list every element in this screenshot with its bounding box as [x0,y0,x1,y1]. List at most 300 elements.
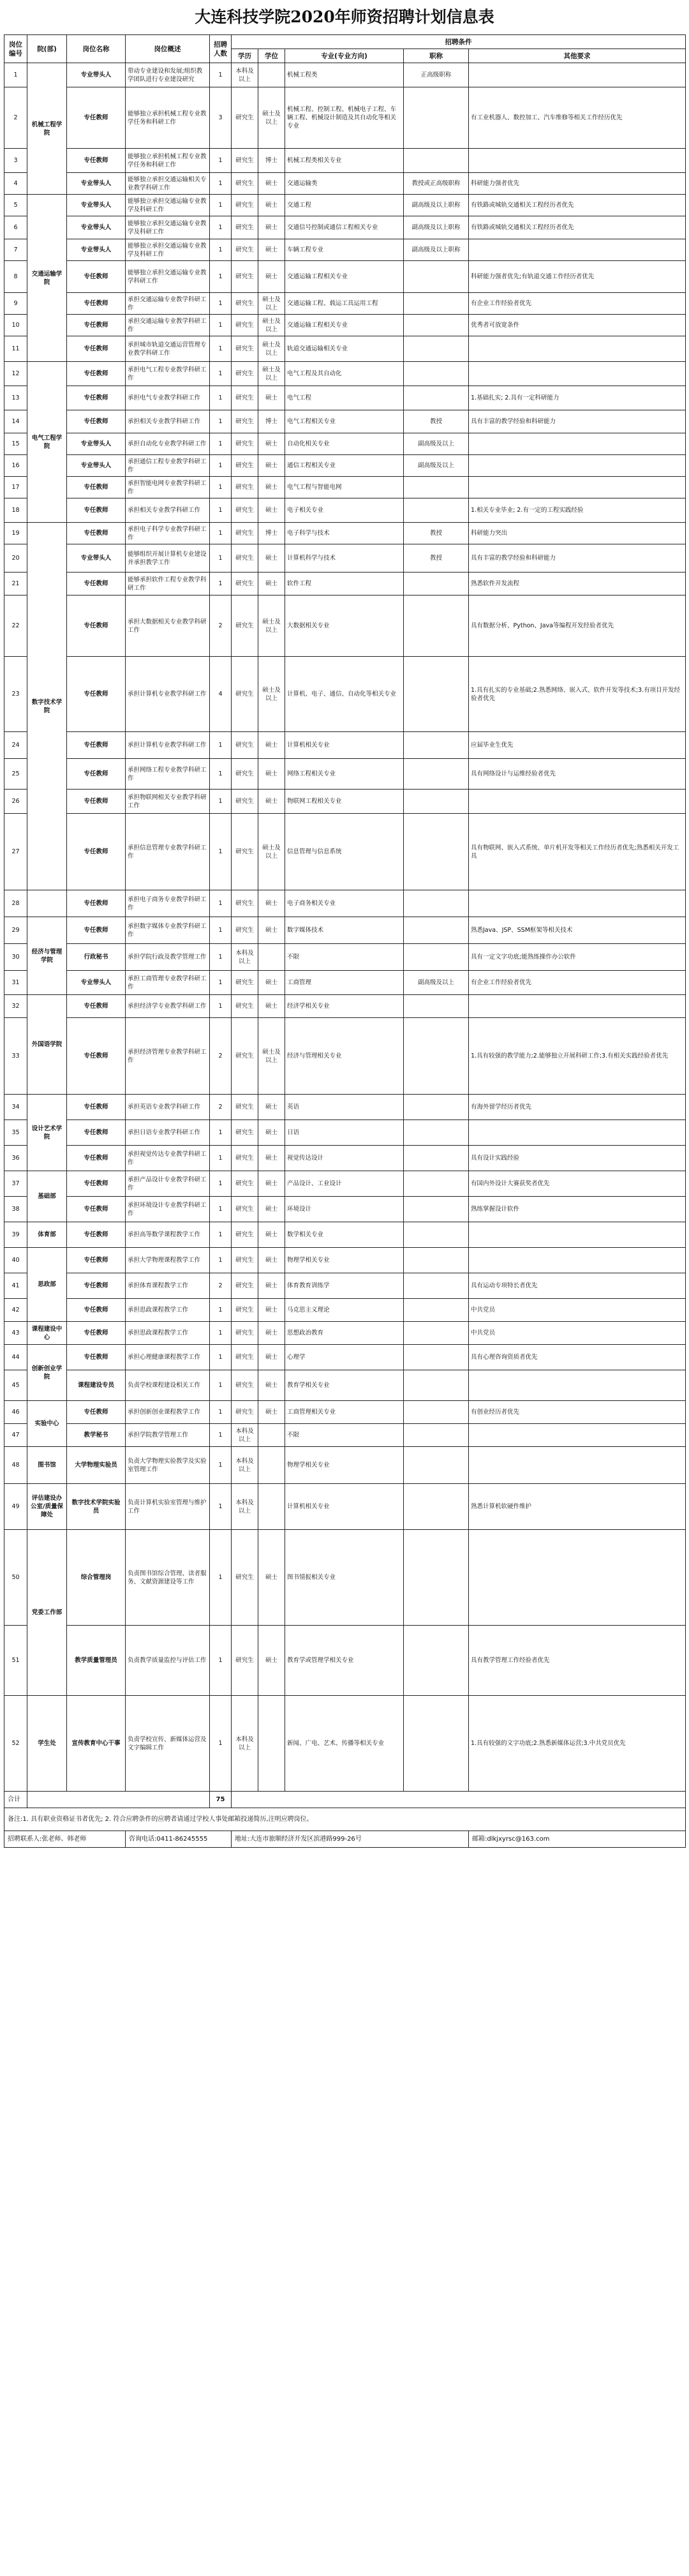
post-desc: 承担计算机专业教学科研工作 [126,657,210,732]
table-row [4,1273,686,1299]
degree [258,944,285,971]
major: 交通运输工程相关专业 [285,315,404,336]
major: 交通运输类 [285,173,404,195]
row-no: 33 [4,1018,27,1095]
major: 不限 [285,1424,404,1447]
dept-name: 思政部 [27,1248,67,1322]
post-desc: 负责学校宣传、新媒体运营及文字编辑工作 [126,1696,210,1792]
post-desc: 承担心理健康课程教学工作 [126,1345,210,1370]
education: 研究生 [232,1171,258,1197]
job-title [404,261,469,293]
headcount: 1 [210,1322,232,1345]
headcount: 3 [210,87,232,149]
post-name: 专任教师 [67,410,126,433]
other-requirements: 科研能力强者优先;有轨道交通工作经历者优先 [469,261,686,293]
job-title [404,890,469,917]
degree [258,63,285,87]
major: 心理学 [285,1345,404,1370]
other-requirements: 具有心理咨询资质者优先 [469,1345,686,1370]
headcount: 1 [210,790,232,814]
other-requirements [469,239,686,261]
other-requirements [469,1222,686,1248]
major: 产品设计、工业设计 [285,1171,404,1197]
degree: 硕士 [258,917,285,944]
dept-name: 学生处 [27,1696,67,1792]
major: 软件工程 [285,573,404,595]
education: 研究生 [232,1197,258,1222]
degree: 硕士 [258,1401,285,1424]
row-no: 44 [4,1345,27,1370]
dept-name: 电气工程学院 [27,362,67,523]
major: 不限 [285,944,404,971]
education: 研究生 [232,995,258,1018]
other-requirements [469,1370,686,1401]
degree: 硕士 [258,386,285,410]
table-row [4,1120,686,1146]
education: 研究生 [232,410,258,433]
job-title [404,1345,469,1370]
headcount: 1 [210,917,232,944]
post-desc: 承担电气专业教学科研工作 [126,386,210,410]
header-post: 岗位名称 [67,35,126,63]
major: 计算机、电子、通信、自动化等相关专业 [285,657,404,732]
table-row [4,814,686,890]
degree: 硕士 [258,1222,285,1248]
education: 研究生 [232,1530,258,1626]
post-desc: 承担思政课程教学工作 [126,1299,210,1322]
degree: 硕士 [258,1626,285,1696]
major: 物理学相关专业 [285,1248,404,1273]
post-name: 专任教师 [67,917,126,944]
education: 研究生 [232,1095,258,1120]
degree: 硕士 [258,1299,285,1322]
headcount: 2 [210,1273,232,1299]
row-no: 36 [4,1146,27,1171]
other-requirements: 1.基础扎实; 2.具有一定科研能力 [469,386,686,410]
major: 机械工程类 [285,63,404,87]
post-desc: 承担创新创业课程教学工作 [126,1401,210,1424]
table-row [4,1322,686,1345]
job-title [404,87,469,149]
other-requirements [469,1120,686,1146]
table-row [4,732,686,759]
headcount: 1 [210,573,232,595]
major: 体育教育训练学 [285,1273,404,1299]
dept-name: 基础部 [27,1171,67,1222]
degree: 博士 [258,523,285,544]
degree: 硕士 [258,455,285,477]
table-row [4,362,686,386]
other-requirements: 具有丰富的教学经验和科研能力 [469,544,686,573]
post-desc: 承担电气工程专业教学科研工作 [126,362,210,386]
header-major: 专业(专业方向) [285,49,404,63]
table-body [4,63,686,1792]
job-title [404,1197,469,1222]
major: 交通信号控制或通信工程相关专业 [285,216,404,239]
headcount: 1 [210,1447,232,1484]
headcount: 1 [210,890,232,917]
row-no: 7 [4,239,27,261]
post-desc: 承担大数据相关专业教学科研工作 [126,595,210,657]
other-requirements: 具有运动专项特长者优先 [469,1273,686,1299]
headcount: 1 [210,1120,232,1146]
table-row [4,1696,686,1792]
education: 研究生 [232,336,258,362]
job-title [404,386,469,410]
major: 交通运输工程、载运工具运用工程 [285,293,404,315]
major: 电气工程相关专业 [285,410,404,433]
row-no: 37 [4,1171,27,1197]
post-desc: 能够独立承担交通运输相关专业教学科研工作 [126,173,210,195]
header-title: 职称 [404,49,469,63]
other-requirements: 科研能力突出 [469,523,686,544]
dept-name: 实验中心 [27,1401,67,1447]
job-title [404,1696,469,1792]
job-title: 正高级职称 [404,63,469,87]
post-name: 专业带头人 [67,239,126,261]
post-name: 专任教师 [67,1322,126,1345]
job-title [404,1424,469,1447]
post-name: 专任教师 [67,657,126,732]
row-no: 49 [4,1484,27,1530]
degree [258,1484,285,1530]
dept-name [27,890,67,917]
education: 本科及以上 [232,1447,258,1484]
table-row [4,1222,686,1248]
post-desc: 承担学院教学管理工作 [126,1424,210,1447]
row-no: 26 [4,790,27,814]
degree: 硕士 [258,1322,285,1345]
page-title: 大连科技学院2020年师资招聘计划信息表 [195,8,494,26]
education: 研究生 [232,1222,258,1248]
row-no: 40 [4,1248,27,1273]
table-row [4,544,686,573]
major: 经济与管理相关专业 [285,1018,404,1095]
other-requirements: 具有教学管理工作经验者优先 [469,1626,686,1696]
headcount: 1 [210,336,232,362]
headcount: 1 [210,759,232,790]
table-row [4,1197,686,1222]
degree: 硕士及以上 [258,595,285,657]
post-name: 专任教师 [67,995,126,1018]
other-requirements: 有工业机器人、数控加工、汽车维修等相关工作经历优先 [469,87,686,149]
row-no: 51 [4,1626,27,1696]
post-name: 专任教师 [67,573,126,595]
degree: 硕士及以上 [258,293,285,315]
post-desc: 负责教学质量监控与评估工作 [126,1626,210,1696]
job-title [404,1322,469,1345]
post-desc: 负责学校课程建设相关工作 [126,1370,210,1401]
major: 轨道交通运输相关专业 [285,336,404,362]
total-label: 合计 [4,1792,27,1808]
row-no: 23 [4,657,27,732]
education: 研究生 [232,173,258,195]
degree: 硕士 [258,890,285,917]
table-row [4,87,686,149]
row-no: 18 [4,498,27,523]
job-title: 教授 [404,523,469,544]
major: 电子相关专业 [285,498,404,523]
headcount: 1 [210,362,232,386]
other-requirements: 有企业工作经验者优先 [469,971,686,995]
major: 经济学相关专业 [285,995,404,1018]
education: 研究生 [232,386,258,410]
headcount: 1 [210,1696,232,1792]
post-desc: 承担物联网相关专业教学科研工作 [126,790,210,814]
table-row [4,261,686,293]
headcount: 1 [210,1424,232,1447]
row-no: 14 [4,410,27,433]
other-requirements: 有海外留学经历者优先 [469,1095,686,1120]
headcount: 1 [210,523,232,544]
other-requirements [469,1530,686,1626]
major: 机械工程、控制工程、机械电子工程、车辆工程、机械设计制造及其自动化等相关专业 [285,87,404,149]
post-name: 专任教师 [67,790,126,814]
row-no: 52 [4,1696,27,1792]
education: 研究生 [232,544,258,573]
headcount: 2 [210,1018,232,1095]
post-desc: 承担信息管理专业教学科研工作 [126,814,210,890]
degree: 硕士及以上 [258,315,285,336]
other-requirements [469,995,686,1018]
post-name: 专任教师 [67,1146,126,1171]
table-row [4,890,686,917]
post-name: 专任教师 [67,1299,126,1322]
post-name: 专任教师 [67,1248,126,1273]
post-desc: 承担经济管理专业教学科研工作 [126,1018,210,1095]
row-no: 9 [4,293,27,315]
job-title [404,657,469,732]
other-requirements [469,149,686,173]
education: 本科及以上 [232,1484,258,1530]
education: 研究生 [232,1322,258,1345]
job-title [404,1095,469,1120]
table-row [4,498,686,523]
headcount: 1 [210,1197,232,1222]
post-name: 行政秘书 [67,944,126,971]
major: 网络工程相关专业 [285,759,404,790]
job-title: 副高级及以上职称 [404,216,469,239]
post-desc: 能够独立承担交通运输专业教学及科研工作 [126,216,210,239]
table-row [4,315,686,336]
education: 研究生 [232,1248,258,1273]
headcount: 1 [210,410,232,433]
major: 计算机科学与技术 [285,544,404,573]
degree: 硕士 [258,195,285,216]
major: 大数据相关专业 [285,595,404,657]
notes: 备注:1. 具有职业资格证书者优先; 2. 符合应聘条件的应聘者请通过学校人事处邮箱投递简历,注明应聘岗位。 [4,1808,686,1831]
post-name: 专任教师 [67,1401,126,1424]
major: 数学相关专业 [285,1222,404,1248]
header-desc: 岗位概述 [126,35,210,63]
table-row [4,917,686,944]
post-name: 教学秘书 [67,1424,126,1447]
row-no: 42 [4,1299,27,1322]
major: 环境设计 [285,1197,404,1222]
header-other: 其他要求 [469,49,686,63]
major: 车辆工程专业 [285,239,404,261]
education: 研究生 [232,216,258,239]
post-name: 专任教师 [67,1171,126,1197]
contact-address: 地址:大连市旅顺经济开发区滨港路999-26号 [232,1831,469,1848]
row-no: 50 [4,1530,27,1626]
education: 研究生 [232,498,258,523]
headcount: 1 [210,1171,232,1197]
degree: 硕士 [258,995,285,1018]
table-row [4,239,686,261]
post-desc: 能够承担软件工程专业教学科研工作 [126,573,210,595]
row-no: 20 [4,544,27,573]
other-requirements: 优秀者可放宽条件 [469,315,686,336]
table-footer [4,1792,686,1848]
dept-name: 设计艺术学院 [27,1095,67,1171]
post-desc: 能够组织开展计算机专业建设并承担教学工作 [126,544,210,573]
job-title [404,149,469,173]
headcount: 1 [210,173,232,195]
post-desc: 负责图书馆综合管理、读者服务、文献资源建设等工作 [126,1530,210,1626]
post-desc: 承担相关专业教学科研工作 [126,498,210,523]
post-desc: 承担电子商务专业教学科研工作 [126,890,210,917]
education: 研究生 [232,1146,258,1171]
post-name: 专任教师 [67,477,126,498]
education: 研究生 [232,1370,258,1401]
post-name: 专业带头人 [67,63,126,87]
headcount: 1 [210,239,232,261]
headcount: 1 [210,498,232,523]
job-title: 教授 [404,410,469,433]
row-no: 22 [4,595,27,657]
other-requirements: 中共党员 [469,1299,686,1322]
other-requirements [469,336,686,362]
job-title [404,944,469,971]
dept-name: 数字技术学院 [27,523,67,890]
row-no: 29 [4,917,27,944]
headcount: 1 [210,293,232,315]
job-title: 教授 [404,544,469,573]
row-no: 27 [4,814,27,890]
dept-name: 机械工程学院 [27,63,67,195]
recruitment-table [4,34,686,1848]
major: 数字媒体技术 [285,917,404,944]
headcount: 1 [210,1401,232,1424]
major: 工商管理 [285,971,404,995]
table-row [4,1424,686,1447]
job-title [404,1626,469,1696]
row-no: 39 [4,1222,27,1248]
row-no: 46 [4,1401,27,1424]
major: 机械工程类相关专业 [285,149,404,173]
major: 图书情报相关专业 [285,1530,404,1626]
row-no: 30 [4,944,27,971]
post-desc: 承担思政课程教学工作 [126,1322,210,1345]
row-no: 8 [4,261,27,293]
degree: 硕士及以上 [258,336,285,362]
job-title [404,595,469,657]
degree: 硕士 [258,544,285,573]
table-row [4,1484,686,1530]
headcount: 1 [210,1370,232,1401]
major: 物理学相关专业 [285,1447,404,1484]
education: 研究生 [232,1018,258,1095]
headcount: 1 [210,1484,232,1530]
table-row [4,657,686,732]
post-name: 专任教师 [67,595,126,657]
education: 研究生 [232,433,258,455]
table-row [4,293,686,315]
degree: 硕士及以上 [258,362,285,386]
dept-name: 外国语学院 [27,995,67,1095]
post-name: 综合管理岗 [67,1530,126,1626]
other-requirements: 熟悉计算机软硬件维护 [469,1484,686,1530]
education: 研究生 [232,149,258,173]
post-desc: 承担城市轨道交通运营管理专业教学科研工作 [126,336,210,362]
major: 日语 [285,1120,404,1146]
job-title [404,1248,469,1273]
degree: 硕士 [258,1120,285,1146]
other-requirements [469,1424,686,1447]
table-row [4,1248,686,1273]
header-dept: 院(部) [27,35,67,63]
table-row [4,410,686,433]
education: 研究生 [232,595,258,657]
degree: 硕士 [258,1171,285,1197]
job-title: 副高级及以上 [404,433,469,455]
headcount: 2 [210,595,232,657]
row-no: 41 [4,1273,27,1299]
post-desc: 承担环境设计专业教学科研工作 [126,1197,210,1222]
total-count: 75 [210,1792,232,1808]
post-name: 专任教师 [67,336,126,362]
table-row [4,1530,686,1626]
headcount: 4 [210,657,232,732]
other-requirements: 1.相关专业毕业; 2.有一定的工程实践经验 [469,498,686,523]
row-no: 11 [4,336,27,362]
job-title: 副高级及以上职称 [404,239,469,261]
post-desc: 承担自动化专业教学科研工作 [126,433,210,455]
job-title [404,293,469,315]
other-requirements: 有铁路或城轨交通相关工程经历者优先 [469,195,686,216]
degree: 硕士 [258,1530,285,1626]
headcount: 1 [210,1626,232,1696]
degree: 硕士 [258,1248,285,1273]
row-no: 24 [4,732,27,759]
post-name: 专任教师 [67,87,126,149]
row-no: 38 [4,1197,27,1222]
post-desc: 承担产品设计专业教学科研工作 [126,1171,210,1197]
row-no: 5 [4,195,27,216]
post-desc: 承担通信工程专业教学科研工作 [126,455,210,477]
education: 研究生 [232,971,258,995]
job-title [404,1171,469,1197]
degree: 硕士 [258,477,285,498]
table-row [4,1626,686,1696]
post-desc: 承担日语专业教学科研工作 [126,1120,210,1146]
education: 研究生 [232,315,258,336]
job-title [404,498,469,523]
post-desc: 承担交通运输专业教学科研工作 [126,293,210,315]
headcount: 1 [210,1345,232,1370]
table-row [4,149,686,173]
contact-phone: 咨询电话:0411-86245555 [126,1831,232,1848]
post-name: 专任教师 [67,523,126,544]
table-row [4,573,686,595]
other-requirements [469,362,686,386]
education: 研究生 [232,790,258,814]
post-name: 专任教师 [67,1273,126,1299]
table-row [4,1345,686,1370]
headcount: 1 [210,995,232,1018]
row-no: 35 [4,1120,27,1146]
